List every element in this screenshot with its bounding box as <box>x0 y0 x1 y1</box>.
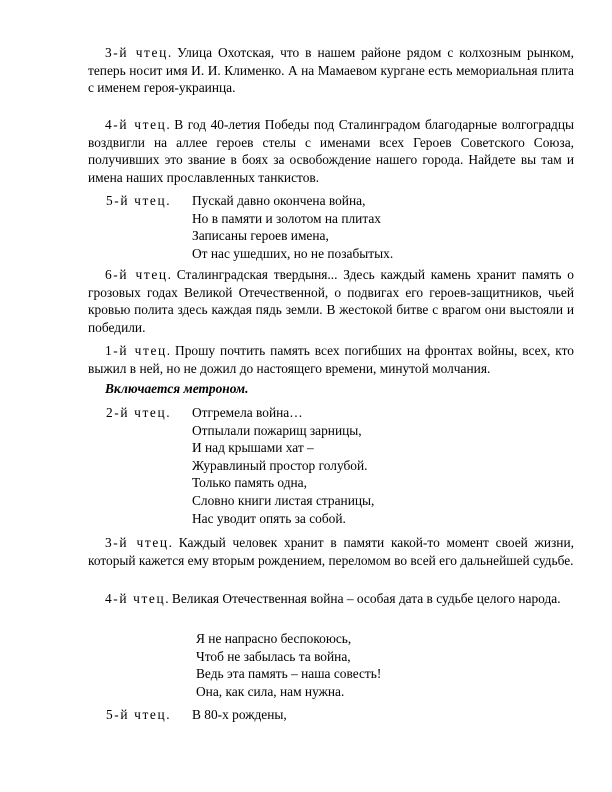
verse-line: Чтоб не забылась та война, <box>196 648 351 664</box>
paragraph-text: . Улица Охотская, что в нашем районе рядом с колхозным рынком, теперь носит имя И. И. Клименко. А на Мамаевом кургане есть мемориальная плита с именем героя-украинца. <box>88 45 574 96</box>
paragraph-reader-3 <box>88 44 574 97</box>
paragraph-text: . В год 40-летия Победы под Сталинградом благодарные волгоградцы воздвигли на аллее героев стелы с именами всех Героев Советского Союза, получивших это звание в боях за освобождение нашего города. Найдете вы там и имена наших прославленных танкистов. <box>88 117 574 185</box>
verse-line: Но в памяти и золотом на плитах <box>192 210 381 226</box>
stage-direction <box>88 380 574 398</box>
speaker-label: 3-й чтец <box>105 45 168 60</box>
speaker-label: 5-й чтец. <box>106 707 172 722</box>
speaker-label: 1-й чтец <box>105 343 167 358</box>
verse-line: Журавлиный простор голубой. <box>192 457 368 473</box>
verse-line: Пускай давно окончена война, <box>192 193 366 208</box>
verse-line: Отгремела война… <box>192 405 303 420</box>
verse-line: И над крышами хат – <box>192 440 314 456</box>
paragraph-text: . Каждый человек хранит в памяти какой-то момент своей жизни, который кажется ему вторым рождением, переломом во всей его дальнейшей судьбе. <box>88 535 574 568</box>
paragraph-text: . Прошу почтить память всех погибших на фронтах войны, всех, кто выжил в ней, но не дожил до настоящего времени, минутой молчания. <box>88 343 574 376</box>
verse-line: Ведь эта память – наша совесть! <box>196 666 382 682</box>
verse-unattributed <box>196 630 574 700</box>
verse-line: Только память одна, <box>192 475 307 491</box>
paragraph-reader-6 <box>88 266 574 336</box>
speaker-label: 4-й чтец <box>105 117 167 132</box>
verse-line: Я не напрасно беспокоюсь, <box>196 631 352 646</box>
speaker-label: 3-й чтец <box>105 535 169 550</box>
verse-line: Она, как сила, нам нужна. <box>196 683 345 699</box>
paragraph-reader-3b <box>88 534 574 569</box>
verse-line: От нас ушедших, но не позабытых. <box>192 245 394 261</box>
paragraph-reader-4b <box>88 590 574 608</box>
paragraph-text: . Сталинградская твердыня... Здесь каждый камень хранит память о грозовых годах Великой Отечественной, о подвигах его героев-защитников, чьей кровью полита здесь каждая пядь земли. В жестокой битве с врагом они выстояли и победили. <box>88 267 575 335</box>
verse-reader-5b <box>106 706 574 724</box>
verse-reader-5 <box>106 192 574 262</box>
paragraph-reader-1 <box>88 342 574 377</box>
speaker-label: 2-й чтец. <box>106 405 172 420</box>
verse-line: В 80-х рождены, <box>192 707 287 722</box>
verse-line: Записаны героев имена, <box>192 228 329 244</box>
paragraph-reader-4 <box>88 116 574 186</box>
speaker-label: 5-й чтец. <box>106 193 172 208</box>
paragraph-text: . Великая Отечественная война – особая дата в судьбе целого народа. <box>165 591 561 606</box>
speaker-label: 4-й чтец <box>105 591 166 606</box>
verse-reader-2 <box>106 404 574 527</box>
verse-line: Отпылали пожарищ зарницы, <box>192 422 362 438</box>
verse-line: Словно книги листая страницы, <box>192 492 375 508</box>
speaker-label: 6-й чтец <box>105 267 168 282</box>
verse-line: Нас уводит опять за собой. <box>192 510 346 526</box>
stage-direction-text: Включается метроном. <box>105 381 249 396</box>
